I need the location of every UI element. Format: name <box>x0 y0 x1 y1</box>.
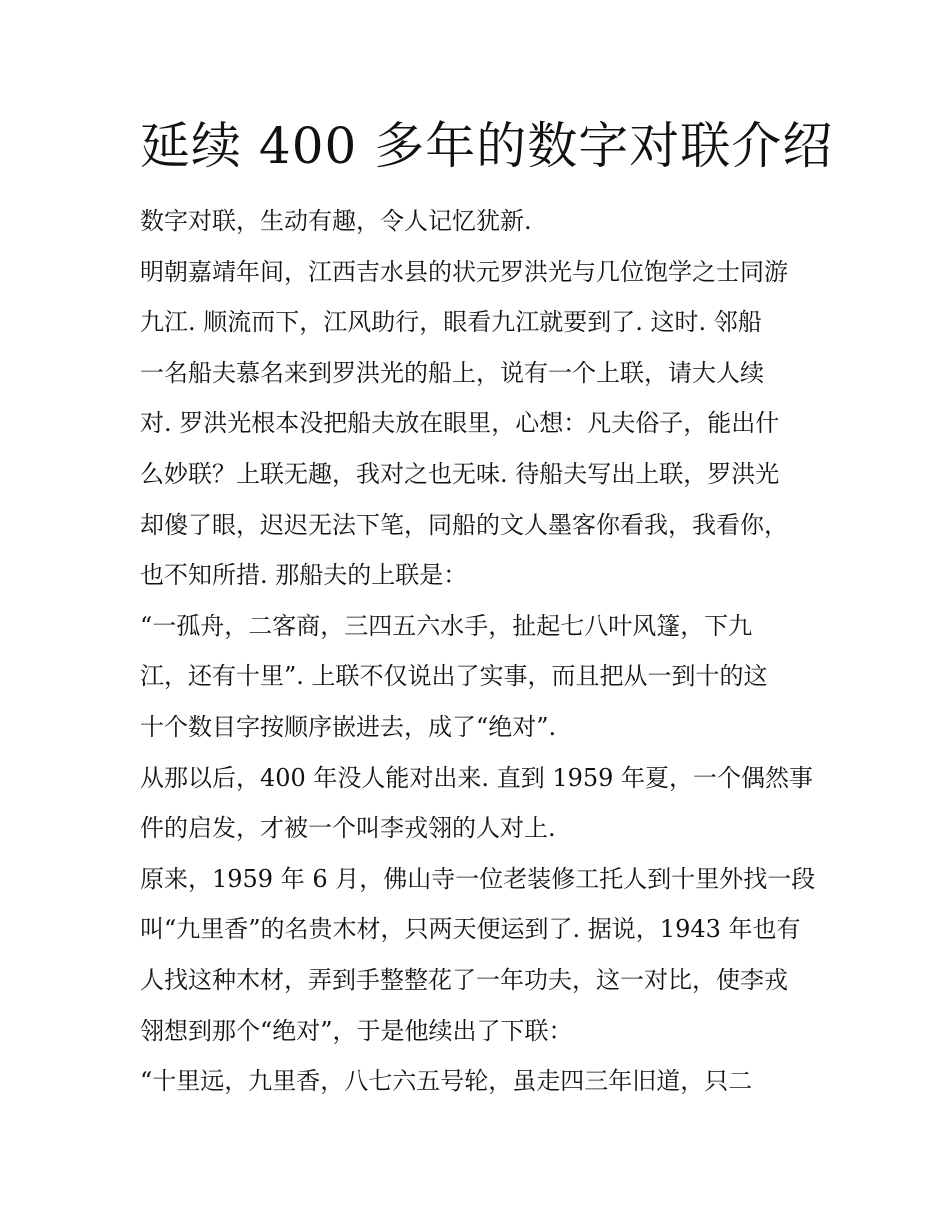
document-body <box>140 196 820 1107</box>
text-line: 翎想到那个“绝对”，于是他续出了下联： <box>140 1016 573 1045</box>
text-line: 九江. 顺流而下，江风助行，眼看九江就要到了. 这时. 邻船 <box>140 308 762 337</box>
text-line: “十里远，九里香，八七六五号轮，虽走四三年旧道，只二 <box>140 1067 753 1096</box>
text-line: “一孤舟，二客商，三四五六水手，扯起七八叶风篷，下九 <box>140 611 753 640</box>
text-line: 件的启发，才被一个叫李戎翎的人对上. <box>140 814 556 843</box>
text-line: 人找这种木材，弄到手整整花了一年功夫，这一对比，使李戎 <box>140 965 788 994</box>
document-page <box>140 112 834 1107</box>
text-line: 江，还有十里”. 上联不仅说出了实事，而且把从一到十的这 <box>140 662 768 691</box>
text-line: 十个数目字按顺序嵌进去，成了“绝对”. <box>140 712 557 741</box>
text-line: 却傻了眼，迟迟无法下笔，同船的文人墨客你看我，我看你， <box>140 510 788 539</box>
text-line: 一名船夫慕名来到罗洪光的船上，说有一个上联，请大人续 <box>140 358 764 387</box>
text-line: 对. 罗洪光根本没把船夫放在眼里，心想：凡夫俗子，能出什 <box>140 409 780 438</box>
text-line: 数字对联，生动有趣，令人记忆犹新. <box>140 207 532 235</box>
text-line: 明朝嘉靖年间，江西吉水县的状元罗洪光与几位饱学之士同游 <box>140 257 788 286</box>
text-line: 原来，1959 年 6 月，佛山寺一位老装修工托人到十里外找一段 <box>140 864 816 893</box>
text-line: 叫“九里香”的名贵木材，只两天便运到了. 据说，1943 年也有 <box>140 915 801 944</box>
text-line: 么妙联？上联无趣，我对之也无味. 待船夫写出上联，罗洪光 <box>140 459 780 488</box>
text-line: 也不知所措. 那船夫的上联是： <box>140 561 468 590</box>
page-title: 延续 400 多年的数字对联介绍 <box>140 117 834 175</box>
text-line: 从那以后，400 年没人能对出来. 直到 1959 年夏，一个偶然事 <box>140 763 814 792</box>
